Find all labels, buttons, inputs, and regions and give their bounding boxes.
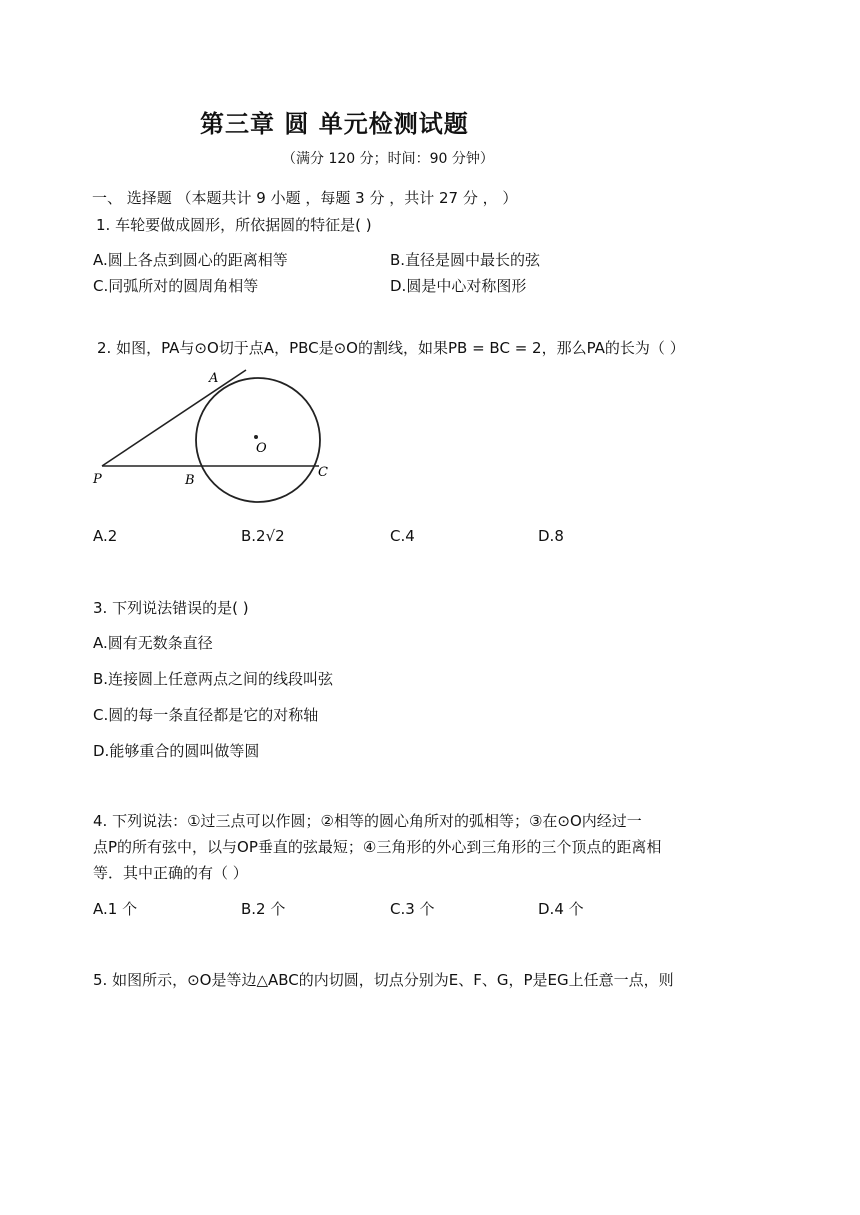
q4-option-a: A.1 个 xyxy=(93,900,138,918)
q2-option-b: B.2√2 xyxy=(241,527,285,545)
section-heading: 一、 选择题 （本题共计 9 小题 ，每题 3 分 ，共计 27 分 ， ） xyxy=(92,189,518,207)
q3-option-d: D.能够重合的圆叫做等圆 xyxy=(93,742,260,760)
q4-option-c: C.3 个 xyxy=(390,900,435,918)
tangent-line-pa xyxy=(102,370,246,466)
tangent-secant-figure xyxy=(88,362,338,504)
center-point xyxy=(254,435,258,439)
question-2-stem: 2. 如图，PA与⊙O切于点A，PBC是⊙O的割线，如果PB = BC = 2，那么PA的长为（ ） xyxy=(97,339,685,357)
label-b: B xyxy=(185,473,195,488)
question-3-stem: 3. 下列说法错误的是( ) xyxy=(93,599,249,617)
question-1-stem: 1. 车轮要做成圆形，所依据圆的特征是( ) xyxy=(96,216,372,234)
page-title: 第三章 圆 单元检测试题 xyxy=(200,110,469,138)
q3-option-b: B.连接圆上任意两点之间的线段叫弦 xyxy=(93,670,334,688)
question-5-stem: 5. 如图所示，⊙O是等边△ABC的内切圆，切点分别为E、F、G，P是EG上任意一点，则 xyxy=(93,971,674,989)
q3-option-a: A.圆有无数条直径 xyxy=(93,634,213,652)
q3-option-c: C.圆的每一条直径都是它的对称轴 xyxy=(93,706,319,724)
label-o: O xyxy=(256,441,267,456)
question-4-line-3: 等．其中正确的有（ ） xyxy=(93,864,248,882)
circle-o xyxy=(196,378,320,502)
question-4-line-1: 4. 下列说法：①过三点可以作圆；②相等的圆心角所对的弧相等；③在⊙O内经过一 xyxy=(93,812,642,830)
q4-option-d: D.4 个 xyxy=(538,900,584,918)
label-c: C xyxy=(318,465,328,480)
q1-option-c: C.同弧所对的圆周角相等 xyxy=(93,277,259,295)
q1-option-a: A.圆上各点到圆心的距离相等 xyxy=(93,251,288,269)
q1-option-b: B.直径是圆中最长的弦 xyxy=(390,251,541,269)
exam-info: （满分 120 分；时间：90 分钟） xyxy=(282,151,494,167)
question-4-line-2: 点P的所有弦中，以与OP垂直的弦最短；④三角形的外心到三角形的三个顶点的距离相 xyxy=(93,838,662,856)
label-p: P xyxy=(93,472,102,487)
q4-option-b: B.2 个 xyxy=(241,900,286,918)
q1-option-d: D.圆是中心对称图形 xyxy=(390,277,527,295)
q2-option-a: A.2 xyxy=(93,527,118,545)
label-a: A xyxy=(209,371,219,386)
q2-option-d: D.8 xyxy=(538,527,564,545)
q2-option-c: C.4 xyxy=(390,527,415,545)
